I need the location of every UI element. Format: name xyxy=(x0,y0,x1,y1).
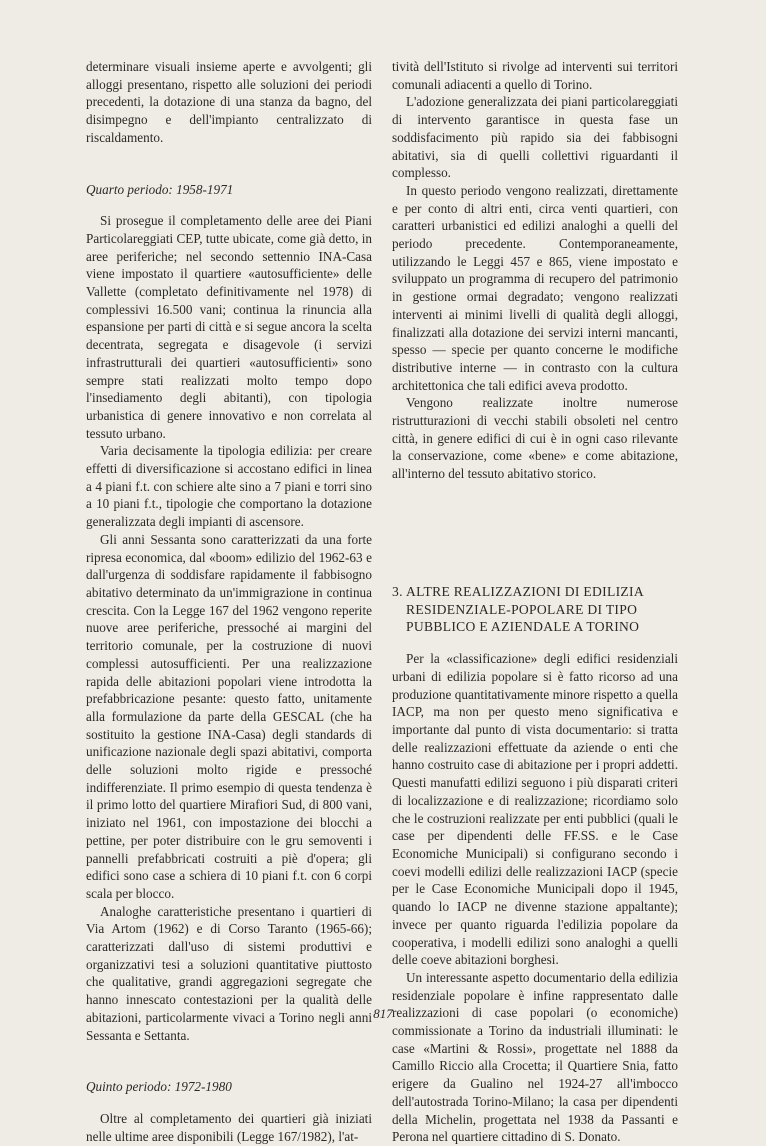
section-title-line: ALTRE REALIZZAZIONI DI EDILIZIA xyxy=(406,583,644,599)
paragraph: Un interessante aspetto documentario della edilizia residenziale popolare è infine rappresentato dalle realizzazioni di case popolari (o economiche) commissionate a Torino da industriali illuminati: le case «Martini & Rossi», progettate nel 1888 da Camillo Riccio alla Crocetta; il Quartiere Snia, fatto erigere da Gualino nel 1924-27 all'imbocco dell'autostrada Torino-Milano; la casa per dipendenti della Michelin, progettata nel 1938 da Passanti e Perona nel quartiere cittadino di S. Donato. xyxy=(392,969,678,1145)
period-heading-quarto: Quarto periodo: 1958-1971 xyxy=(86,181,234,197)
paragraph: Analoghe caratteristiche presentano i quartieri di Via Artom (1962) e di Corso Taranto (1965-66); caratterizzati dall'uso di sistemi produttivi e organizzativi tesi a soluzioni quantitative piuttosto che qualitative, grandi aggregazioni segregate che hanno innescato contestazioni per la qualità delle abitazioni, particolarmente vivaci a Torino negli anni Sessanta e Settanta. xyxy=(86,903,372,1043)
paragraph: L'adozione generalizzata dei piani particolareggiati di intervento garantisce in questa fase un soddisfacimento più rapido sia dei fabbisogni abitativi, sia di quelli collettivi riguardanti il complesso. xyxy=(392,94,678,181)
section-heading xyxy=(392,583,678,636)
left-column xyxy=(86,58,372,1145)
paragraph: In questo periodo vengono realizzati, direttamente e per conto di altri enti, circa venti quartieri, con caratteri urbanistici ed edilizi analoghi a quelli del periodo precedente. Contemporaneamente, utilizzando le Leggi 457 e 865, viene impostato e sviluppato un programma di recupero del patrimonio in gestione ormai degradato; vengono realizzati interventi ai minimi livelli di qualità degli alloggi, finalizzati alla dotazione dei servizi interni mancanti, spesso — specie per quanto concerne le modifiche distributive interne — in contrasto con la cultura architettonica che tali edifici aveva prodotto. xyxy=(392,182,678,393)
section-number: 3. xyxy=(392,583,403,599)
paragraph: Per la «classificazione» degli edifici residenziali urbani di edilizia popolare si è fatto ricorso ad una produzione quantitativamente minore rispetto a quella IACP, ma non per questo meno significativa e importante dal punto di vista documentario: si tratta delle realizzazioni effettuate da aziende o enti che hanno costruito case di abitazione per i propri addetti. Questi manufatti edilizi seguono i più disparati criteri di localizzazione e di realizzazione; ricordiamo solo che le costruzioni realizzate per enti pubblici (quali le case per dipendenti delle FF.SS. e le Case Economiche Municipali) si configurano secondo i coevi modelli edilizi delle realizzazioni IACP (specie per le Case Economiche Municipali dopo il 1945, quando lo IACP ne divenne stazione appaltante); invece per quanto riguarda l'edilizia popolare da cooperativa, i modelli edilizi sono analoghi a quelli delle coeve abitazioni borghesi. xyxy=(392,651,678,968)
section-title-line: RESIDENZIALE-POPOLARE DI TIPO xyxy=(406,601,638,617)
section-title-line: PUBBLICO E AZIENDALE A TORINO xyxy=(406,619,640,635)
paragraph: Gli anni Sessanta sono caratterizzati da una forte ripresa economica, dal «boom» edilizio del 1962-63 e dall'urgenza di soddisfare rapidamente il fabbisogno abitativo determinato da un'immigrazione in continua crescita. Con la Legge 167 del 1962 vengono reperite nuove aree periferiche, pressoché ai margini del territorio comunale, per la costruzione di nuovi complessi autosufficienti. Per una realizzazione rapida delle abitazioni popolari viene introdotta la prefabbricazione pesante: questo fatto, unitamente alla formulazione da parte della GESCAL (che ha sostituito la gestione INA-Casa) degli standards di unificazione nazionale degli spazi abitativi, comporta delle soluzioni molto rigide e pressoché indifferenziate. Il primo esempio di questa tendenza è il primo lotto del quartiere Mirafiori Sud, di 800 vani, iniziato nel 1961, con impostazione dei blocchi a pettine, per poter distribuire con le gru semoventi i pannelli prefabbricati costruiti a piè d'opera; gli edifici sono case a schiera di 10 piani f.t. con 6 corpi scala per blocco. xyxy=(86,531,372,901)
right-column xyxy=(392,58,678,1146)
paragraph-continuation: tività dell'Istituto si rivolge ad interventi sui territori comunali adiacenti a quello di Torino. xyxy=(392,59,678,92)
paragraph: Oltre al completamento dei quartieri già iniziati nelle ultime aree disponibili (Legge 167/1982), l'at- xyxy=(86,1110,372,1144)
paragraph: Vengono realizzate inoltre numerose ristrutturazioni di vecchi stabili obsoleti nel centro città, in genere edifici di cui è in ogni caso rilevante la conservazione, come «bene» e come abitazione, all'interno del tessuto abitativo storico. xyxy=(392,395,678,482)
page-number: 817 xyxy=(373,1006,393,1021)
paragraph-continuation: determinare visuali insieme aperte e avvolgenti; gli alloggi presentano, rispetto alle soluzioni dei periodi precedenti, la dotazione di una stanza da bagno, del disimpegno e dell'impianto centralizzato di riscaldamento. xyxy=(86,59,372,145)
period-heading-quinto: Quinto periodo: 1972-1980 xyxy=(86,1079,232,1095)
paragraph: Si prosegue il completamento delle aree dei Piani Particolareggiati CEP, tutte ubicate, come già detto, in aree periferiche; nel secondo settennio INA-Casa viene impostato il quartiere «autosufficiente» delle Vallette (completato definitivamente nel 1978) di complessivi 16.500 vani; continua la rinuncia alla espansione per parti di città e si segue ancora la scelta decentrata, segregata e disagevole (i servizi infrastrutturali dei quartieri «autosufficienti» sono sempre stati realizzati molto tempo dopo l'insediamento degli abitanti), con tipologia urbanistica di genere innovativo e non correlata al tessuto urbano. xyxy=(86,213,372,441)
paragraph: Varia decisamente la tipologia edilizia: per creare effetti di diversificazione si accostano edifici in linea a 4 piani f.t. con schiere alte sino a 7 piani e torri sino a 10 piani f.t., tipologie che comportano la dotazione generalizzata degli impianti di ascensore. xyxy=(86,443,372,530)
